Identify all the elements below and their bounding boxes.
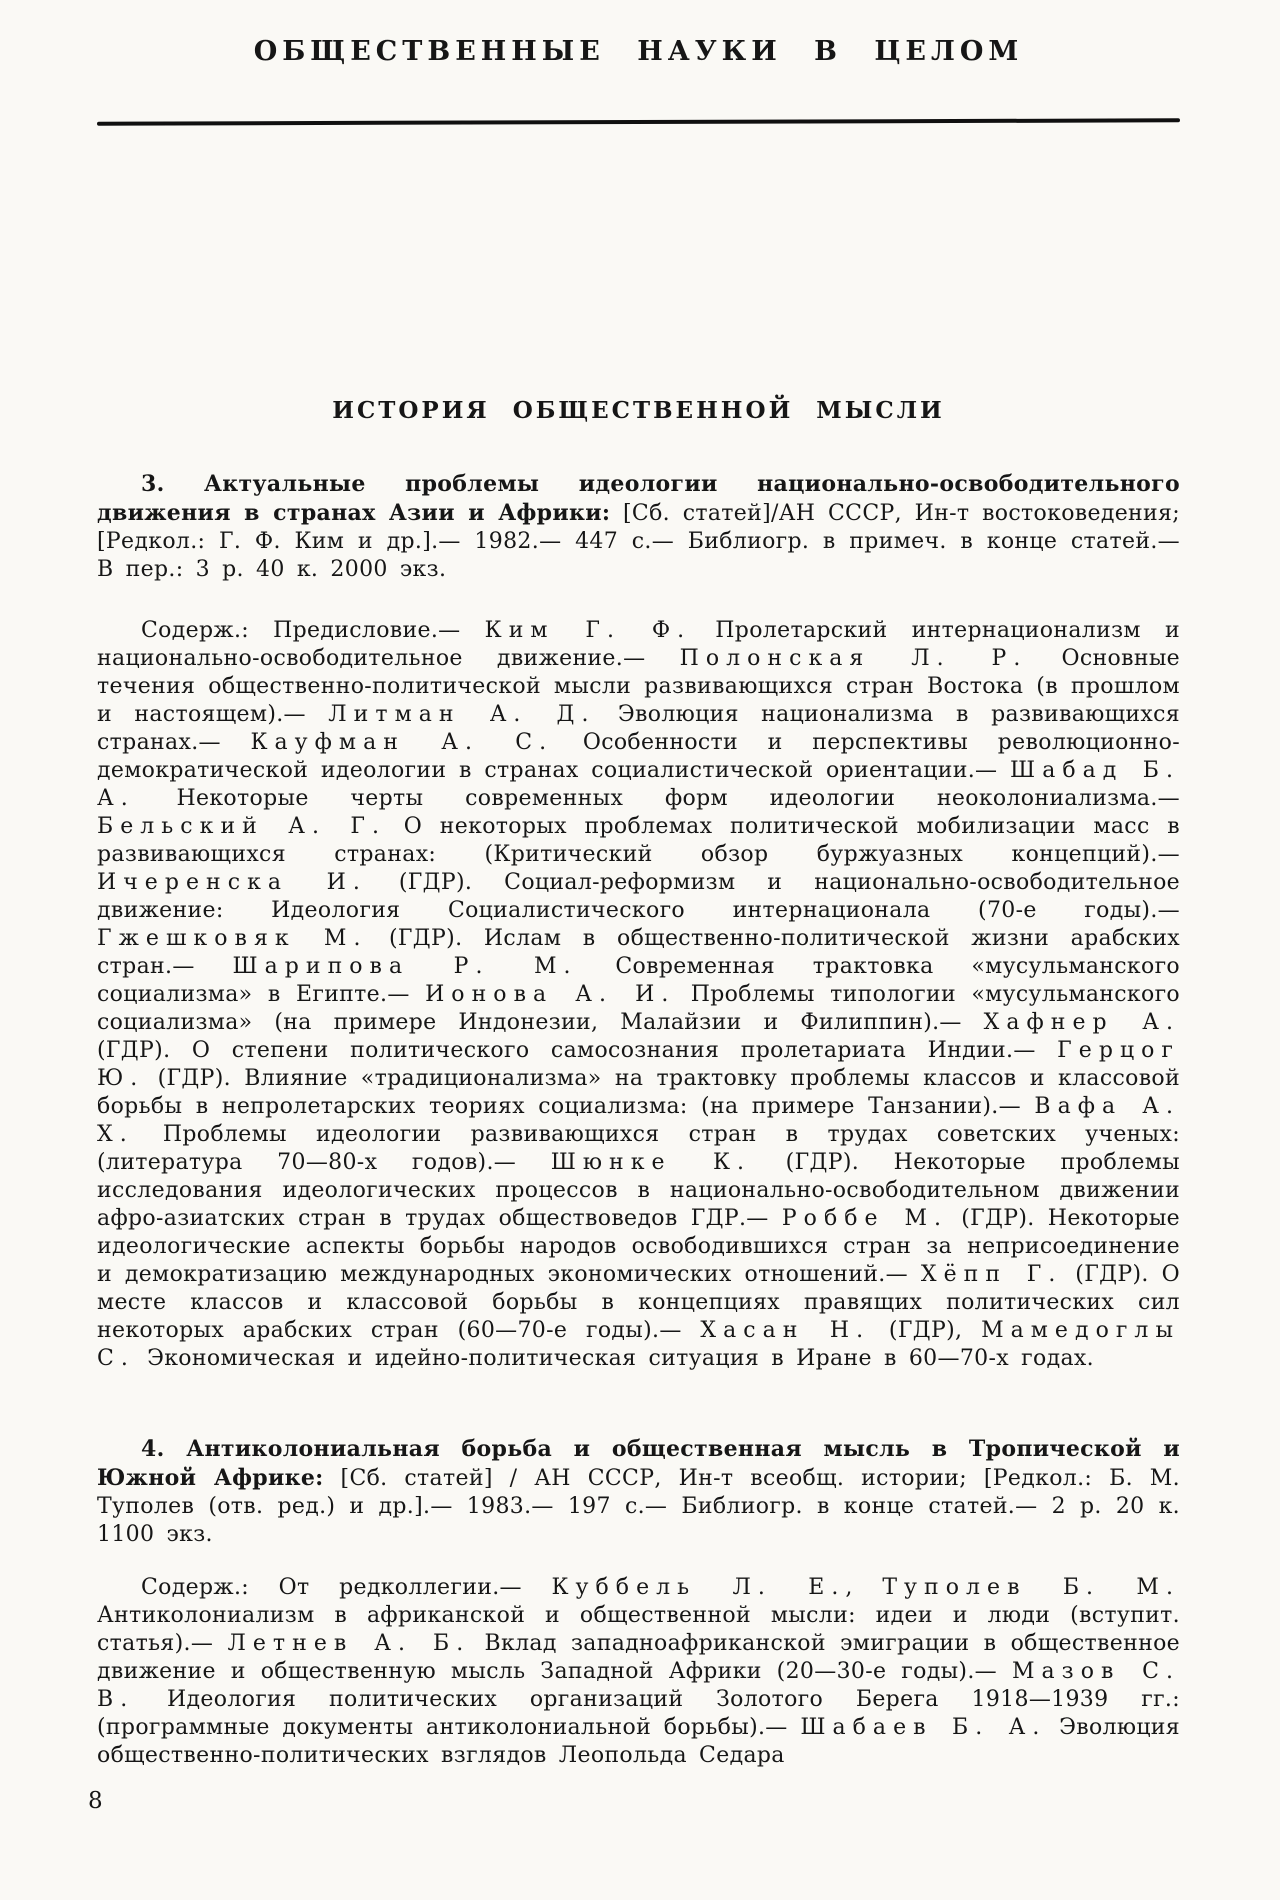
page-number: 8 xyxy=(88,1788,103,1814)
bib-entry-3: 3. Актуальные проблемы идеологии национально-освободительного движения в странах Азии и Африки: [Сб. статей]/АН СССР, Ин-т востоковедения; [Редкол.: Г. Ф. Ким и др.].— 1982.— 447 с.— Библиогр. в примеч. в конце статей.— В пер.: 3 р. 40 к. 2000 экз. xyxy=(97,471,1180,582)
bib-entry-3-contents: Содерж.: Предисловие.— Ким Г. Ф. Пролетарский интернационализм и национально-освободительное движение.— Полонская Л. Р. Основные течения общественно-политической мысли развивающихся стран Востока (в прошлом и настоящем).— Литман А. Д. Эволюция национализма в развивающихся странах.— Кауфман А. С. Особенности и перспективы революционно-демократической идеологии в странах социалистической ориентации.— Шабад Б. А. Некоторые черты современных форм идеологии неоколониализма.— Бельский А. Г. О некоторых проблемах политической мобилизации масс в развивающихся странах: (Критический обзор буржуазных концепций).— Ичеренска И. (ГДР). Социал-реформизм и национально-освободительное движение: Идеология Социалистического интернационала (70-е годы).— Гжешковяк М. (ГДР). Ислам в общественно-политической жизни арабских стран.— Шарипова Р. М. Современная трактовка «мусульманского социализма» в Египте.— Ионова А. И. Проблемы типологии «мусульманского социализма» (на примере Индонезии, Малайзии и Филиппин).— Хафнер А. (ГДР). О степени политического самосознания пролетариата Индии.— Герцог Ю. (ГДР). Влияние «традиционализма» на трактовку проблемы классов и классовой борьбы в непролетарских теориях социализма: (на примере Танзании).— Вафа А. Х. Проблемы идеологии развивающихся стран в трудах советских ученых: (литература 70—80-х годов).— Шюнке К. (ГДР). Некоторые проблемы исследования идеологических процессов в национально-освободительном движении афро-азиатских стран в трудах обществоведов ГДР.— Роббе М. (ГДР). Некоторые идеологические аспекты борьбы народов освободившихся стран за неприсоединение и демократизацию международных экономических отношений.— Хёпп Г. (ГДР). О месте классов и классовой борьбы в концепциях правящих политических сил некоторых арабских стран (60—70-е годы).— Хасан Н. (ГДР), Мамедоглы С. Экономическая и идейно-политическая ситуация в Иране в 60—70-х годах. xyxy=(97,618,1181,1371)
bib-entry-4-contents: Содерж.: От редколлегии.— Куббель Л. Е., Туполев Б. М. Антиколониализм в африканской и общественной мысли: идеи и люди (вступит. статья).— Летнев А. Б. Вклад западноафриканской эмиграции в общественное движение и общественную мысль Западной Африки (20—30-е годы).— Мазов С. В. Идеология политических организаций Золотого Берега 1918—1939 гг.: (программные документы антиколониальной борьбы).— Шабаев Б. А. Эволюция общественно-политических взглядов Леопольда Седара xyxy=(97,1575,1181,1768)
page-header-title: ОБЩЕСТВЕННЫЕ НАУКИ В ЦЕЛОМ xyxy=(253,36,1024,67)
header-rule xyxy=(97,118,1180,125)
section-heading: ИСТОРИЯ ОБЩЕСТВЕННОЙ МЫСЛИ xyxy=(332,397,945,424)
text-block xyxy=(97,0,1180,1770)
bib-entry-4: 4. Антиколониальная борьба и общественная мысль в Тропической и Южной Африке: [Сб. статей] / АН СССР, Ин-т всеобщ. истории; [Редкол.: Б. М. Туполев (отв. ред.) и др.].— 1983.— 197 с.— Библиогр. в конце статей.— 2 р. 20 к. 1100 экз. xyxy=(97,1436,1180,1547)
